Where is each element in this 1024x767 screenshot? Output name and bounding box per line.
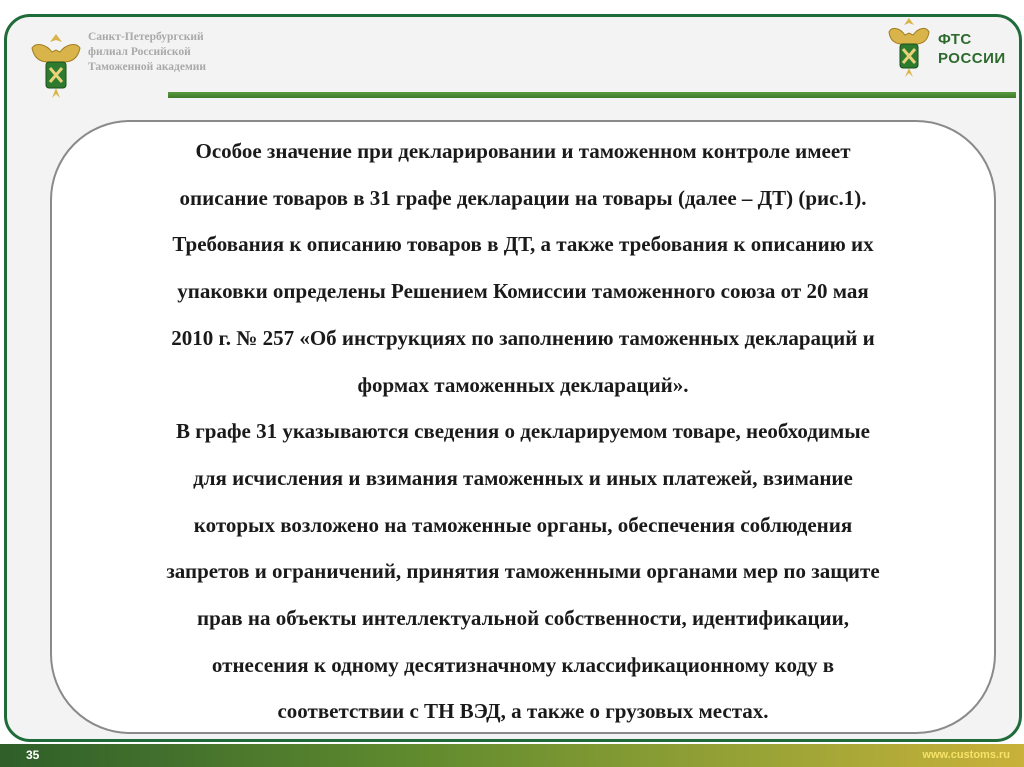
eagle-emblem-icon	[26, 28, 86, 100]
institution-line: Таможенной академии	[88, 61, 207, 73]
header-divider	[168, 92, 1016, 98]
body-line: В графе 31 указываются сведения о декларируемом товаре, необходимые	[176, 419, 870, 444]
institution-line: Санкт-Петербургский	[88, 31, 204, 43]
body-line: Особое значение при декларировании и таможенном контроле имеет	[195, 139, 851, 163]
body-line: запретов и ограничений, принятия таможенными органами мер по защите	[166, 559, 880, 584]
fts-logo-line: ФТС	[938, 31, 972, 48]
footer-url: www.customs.ru	[922, 749, 1010, 761]
body-line: для исчисления и взимания таможенных и иных платежей, взимание	[193, 465, 853, 490]
institution-line: филиал Российской	[88, 46, 191, 58]
slide-number: 35	[26, 748, 40, 762]
fts-logo-line: РОССИИ	[938, 50, 1006, 67]
body-line: отнесения к одному десятизначному классификационному коду в	[211, 652, 835, 677]
body-line: 2010 г. № 257 «Об инструкциях по заполнению таможенных деклараций и	[171, 325, 875, 350]
eagle-emblem-icon	[886, 16, 932, 78]
body-line: которых возложено на таможенные органы, обеспечения соблюдения	[193, 512, 853, 537]
body-line: формах таможенных деклараций».	[357, 372, 689, 397]
body-line: описание товаров в 31 графе декларации на товары (далее – ДТ) (рис.1).	[179, 185, 867, 210]
body-line: прав на объекты интеллектуальной собственности, идентификации,	[197, 606, 849, 631]
slide-footer	[0, 744, 1024, 767]
body-line: упаковки определены Решением Комиссии таможенного союза от 20 мая	[177, 279, 869, 304]
body-text	[70, 128, 976, 735]
body-line: соответствии с ТН ВЭД, а также о грузовых местах.	[277, 699, 769, 724]
fts-logo	[938, 30, 1008, 68]
institution-name	[88, 30, 288, 75]
body-line: Требования к описанию товаров в ДТ, а также требования к описанию их	[172, 232, 874, 257]
slide-header	[4, 14, 1022, 104]
